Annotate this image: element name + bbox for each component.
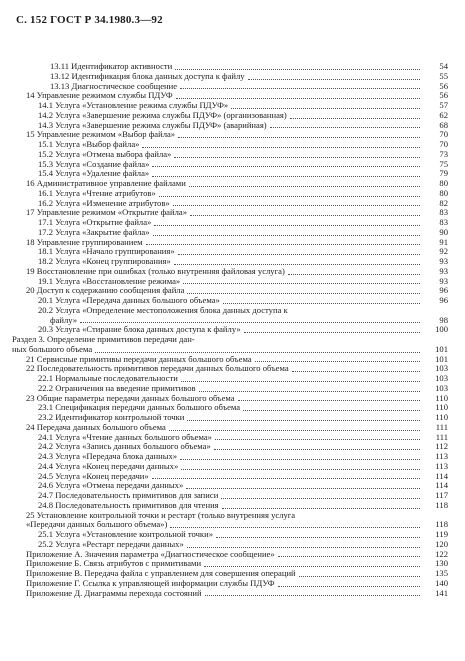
dot-leader — [186, 488, 420, 489]
dot-leader — [183, 283, 420, 284]
toc-page-number: 117 — [435, 490, 448, 500]
toc-entry-title: 15 Управление режимом «Выбор файла» — [26, 130, 176, 140]
toc-page-number: 62 — [439, 109, 448, 120]
toc-entry-title: Приложение Г. Ссылка к управляющей информации службы ПДУФ — [26, 578, 275, 588]
toc-entry — [12, 140, 448, 150]
toc-page-number: 111 — [435, 421, 448, 432]
toc-page-number: 73 — [439, 148, 448, 159]
dot-leader — [142, 147, 420, 148]
toc-entry — [12, 257, 448, 267]
dot-leader — [255, 361, 420, 362]
toc-page-number: 113 — [435, 460, 448, 471]
toc-page-number: 93 — [439, 256, 448, 266]
toc-entry — [12, 179, 448, 189]
dot-leader — [231, 108, 420, 109]
toc-entry-title: 20.1 Услуга «Передача данных большого объема» — [38, 296, 220, 305]
dot-leader — [223, 303, 420, 304]
dot-leader — [174, 157, 420, 158]
toc-entry — [12, 579, 448, 589]
toc-entry-title: 23.2 Идентификатор контрольной точки — [38, 413, 185, 422]
dot-leader — [221, 498, 420, 499]
toc-entry-title: 21 Сервисные примитивы передачи данных большого объема — [26, 354, 252, 364]
toc-entry-title: Приложение В. Передача файла с управлением для совершения операций — [26, 569, 296, 578]
toc-entry — [12, 433, 448, 443]
dot-leader — [178, 254, 420, 255]
dot-leader — [278, 556, 420, 557]
toc-entry — [12, 452, 448, 462]
toc-page-number: 54 — [439, 61, 448, 71]
toc-page-number: 112 — [435, 441, 448, 452]
dot-leader — [169, 430, 420, 431]
toc-entry — [12, 589, 448, 599]
toc-page-number: 98 — [439, 314, 448, 325]
toc-entry-title: 13.12 Идентификация блока данных доступа к файлу — [50, 71, 245, 81]
dot-leader — [152, 166, 420, 167]
toc-page-number: 83 — [439, 207, 448, 218]
toc-entry-title: 15.3 Услуга «Создание файла» — [38, 159, 150, 169]
toc-entry — [12, 325, 448, 335]
dot-leader — [190, 215, 420, 216]
toc-entry-title: 14 Управление режимом службы ПДУФ — [26, 91, 173, 101]
dot-leader — [181, 469, 420, 470]
toc-page-number: 140 — [435, 577, 448, 588]
toc-entry — [12, 62, 448, 72]
toc-entry — [12, 189, 448, 199]
toc-entry-title: 19 Восстановление при ошибках (только внутренняя файловая услуга) — [26, 266, 285, 276]
toc-entry-title: 24.8 Последовательность примитивов для чтения — [38, 500, 219, 510]
dot-leader — [173, 205, 420, 206]
toc-entry — [12, 247, 448, 257]
toc-page-number: 114 — [435, 470, 448, 481]
toc-entry — [12, 374, 448, 384]
toc-page-number: 101 — [435, 343, 448, 354]
dot-leader — [288, 274, 420, 275]
toc-entry-title: 24 Передача данных большого объема — [26, 422, 166, 432]
dot-leader — [180, 459, 420, 460]
toc-entry — [12, 423, 448, 433]
toc-page-number: 114 — [435, 480, 448, 491]
toc-entry-title: 18.1 Услуга «Начало группирования» — [38, 247, 175, 257]
toc-entry — [12, 238, 448, 248]
dot-leader — [153, 235, 421, 236]
dot-leader — [176, 98, 420, 99]
toc-page-number: 100 — [435, 324, 448, 335]
toc-entry-title: 14.2 Услуга «Завершение режима службы ПДУФ» (организованная) — [38, 110, 287, 120]
toc-entry — [12, 394, 448, 404]
toc-entry — [12, 472, 448, 482]
dot-leader — [243, 410, 420, 411]
dot-leader — [238, 400, 420, 401]
toc-entry — [12, 511, 448, 521]
toc-entry-title: 17.1 Услуга «Открытие файла» — [38, 218, 152, 227]
toc-entry — [12, 208, 448, 218]
dot-leader — [187, 293, 420, 294]
toc-entry — [12, 569, 448, 579]
toc-entry-title: 20 Доступ к содержанию сообщения файла — [26, 286, 185, 296]
toc-entry-title: 15.1 Услуга «Выбор файла» — [38, 140, 140, 149]
toc-page-number: 80 — [439, 178, 448, 188]
dot-leader — [214, 449, 420, 450]
toc-entry — [12, 199, 448, 209]
dot-leader — [170, 527, 420, 528]
toc-page-number: 68 — [439, 119, 448, 130]
toc-entry-title: 24.4 Услуга «Конец передачи данных» — [38, 461, 179, 471]
toc-entry — [12, 228, 448, 238]
dot-leader — [278, 586, 420, 587]
toc-entry-title: файлу» — [50, 315, 78, 325]
page-header: С. 152 ГОСТ Р 34.1980.3—92 — [16, 14, 163, 26]
toc-entry-title: 24.1 Услуга «Чтение данных большого объема» — [38, 432, 212, 442]
dot-leader — [199, 391, 420, 392]
toc-entry — [12, 403, 448, 413]
toc-page-number: 120 — [435, 538, 448, 549]
toc-entry — [12, 520, 448, 530]
toc-entry — [12, 101, 448, 111]
toc-entry-title: 13.13 Диагностическое сообщение — [50, 81, 178, 91]
toc-entry — [12, 267, 448, 277]
toc-page-number: 56 — [439, 80, 448, 91]
toc-entry-title: 17.2 Услуга «Закрытие файла» — [38, 227, 150, 237]
toc-entry-title: 16 Административное управление файлами — [26, 179, 186, 188]
dot-leader — [222, 508, 420, 509]
toc-page-number: 79 — [439, 168, 448, 179]
toc-page-number: 111 — [435, 431, 448, 442]
dot-leader — [290, 118, 420, 119]
toc-entry-title: 25 Установление контрольной точки и рестарт (только внутренняя услуга — [26, 510, 296, 520]
toc-page-number: 103 — [435, 382, 448, 393]
toc-entry-title: 24.2 Услуга «Запись данных большого объема» — [38, 442, 211, 452]
dot-leader — [205, 595, 420, 596]
dot-leader — [95, 352, 420, 353]
toc-entry — [12, 306, 448, 316]
toc-page-number: 70 — [439, 129, 448, 140]
toc-entry — [12, 111, 448, 121]
dot-leader — [152, 176, 420, 177]
toc-entry-title: 24.6 Услуга «Отмена передачи данных» — [38, 481, 184, 491]
toc-page-number: 55 — [439, 70, 448, 81]
toc-page-number: 93 — [439, 275, 448, 286]
toc-page-number: 83 — [439, 217, 448, 227]
toc-entry — [12, 316, 448, 326]
toc-entry-title: 25.1 Услуга «Установление контрольной точки» — [38, 530, 214, 539]
toc-page-number: 92 — [439, 246, 448, 257]
toc-entry-title: Приложение Б. Связь атрибутов с примитивами — [26, 559, 202, 569]
toc-entry — [12, 150, 448, 160]
dot-leader — [244, 332, 420, 333]
toc-page-number: 90 — [439, 226, 448, 237]
toc-entry — [12, 559, 448, 569]
toc-entry — [12, 364, 448, 374]
dot-leader — [175, 69, 420, 70]
toc-entry — [12, 530, 448, 540]
toc-page-number: 122 — [435, 548, 448, 559]
toc-page-number: 75 — [439, 158, 448, 169]
toc-entry — [12, 335, 448, 345]
toc-entry — [12, 491, 448, 501]
toc-entry-title: 24.7 Последовательность примитивов для записи — [38, 491, 219, 500]
toc-page-number: 110 — [435, 412, 448, 422]
toc-entry-title: 16.2 Услуга «Изменение атрибутов» — [38, 198, 170, 208]
toc-entry — [12, 121, 448, 131]
toc-page-number: 110 — [435, 392, 448, 403]
dot-leader — [154, 225, 420, 226]
toc-entry-title: 14.1 Услуга «Установление режима службы ПДУФ» — [38, 101, 229, 110]
toc-page-number: 80 — [439, 187, 448, 198]
toc-page-number: 135 — [435, 568, 448, 578]
dot-leader — [178, 137, 420, 138]
toc-entry-title: 25.2 Услуга «Рестарт передачи данных» — [38, 539, 184, 549]
dot-leader — [152, 478, 420, 479]
toc-entry-title: 22.2 Ограничения на введение примитивов — [38, 383, 196, 393]
toc-entry — [12, 286, 448, 296]
toc-entry-title: 18.2 Услуга «Конец группирования» — [38, 257, 171, 266]
toc-entry — [12, 169, 448, 179]
toc-page-number: 103 — [435, 373, 448, 383]
dot-leader — [299, 576, 420, 577]
toc-page-number: 101 — [435, 353, 448, 364]
toc-entry-title: 17 Управление режимом «Открытие файла» — [26, 208, 187, 218]
table-of-contents — [12, 62, 448, 598]
dot-leader — [204, 566, 420, 567]
toc-entry-title: 23.1 Спецификация передачи данных большого объема — [38, 403, 241, 413]
toc-entry-title: 16.1 Услуга «Чтение атрибутов» — [38, 188, 156, 198]
dot-leader — [216, 537, 420, 538]
toc-entry-title: 20.3 Услуга «Стирание блока данных доступа к файлу» — [38, 325, 241, 335]
toc-entry-title: 13.11 Идентификатор активности — [50, 62, 173, 71]
toc-entry-title: ных большого объема — [12, 344, 93, 354]
toc-page-number: 119 — [435, 529, 448, 539]
dot-leader — [187, 420, 420, 421]
toc-entry — [12, 481, 448, 491]
toc-page-number: 118 — [435, 499, 448, 510]
toc-page-number: 91 — [439, 236, 448, 247]
toc-entry-title: 24.3 Услуга «Передача блока данных» — [38, 452, 178, 461]
toc-entry — [12, 413, 448, 423]
toc-page-number: 57 — [439, 100, 448, 110]
toc-entry — [12, 91, 448, 101]
dot-leader — [174, 264, 420, 265]
toc-entry-title: 22 Последовательность примитивов передачи данных большого объема — [26, 364, 289, 374]
toc-page-number: 70 — [439, 139, 448, 149]
dot-leader — [146, 244, 420, 245]
toc-entry-title: 23 Общие параметры передачи данных большого объема — [26, 393, 235, 403]
toc-entry — [12, 72, 448, 82]
toc-entry-title: 15.2 Услуга «Отмена выбора файла» — [38, 149, 172, 159]
toc-entry — [12, 345, 448, 355]
toc-page-number: 103 — [435, 363, 448, 374]
dot-leader — [270, 127, 420, 128]
dot-leader — [187, 547, 420, 548]
toc-entry-title: Приложение А. Значения параметра «Диагностическое сообщение» — [26, 549, 275, 559]
toc-entry — [12, 82, 448, 92]
toc-entry-title: 18 Управление группированием — [26, 237, 143, 247]
dot-leader — [181, 381, 420, 382]
toc-page-number: 110 — [435, 402, 448, 413]
toc-entry — [12, 130, 448, 140]
toc-page-number: 96 — [439, 295, 448, 305]
dot-leader — [292, 371, 420, 372]
toc-page-number: 130 — [435, 558, 448, 569]
dot-leader — [80, 322, 420, 323]
toc-entry — [12, 296, 448, 306]
toc-entry — [12, 550, 448, 560]
toc-page-number: 56 — [439, 90, 448, 101]
toc-entry — [12, 277, 448, 287]
toc-page-number: 118 — [435, 519, 448, 530]
toc-entry — [12, 442, 448, 452]
toc-entry — [12, 355, 448, 365]
toc-entry-title: 22.1 Нормальные последовательности — [38, 374, 178, 383]
toc-page-number: 93 — [439, 265, 448, 276]
toc-entry-title: Приложение Д. Диаграммы перехода состояний — [26, 588, 202, 598]
toc-entry — [12, 501, 448, 511]
toc-entry-title: 19.1 Услуга «Восстановление режима» — [38, 276, 181, 286]
dot-leader — [215, 439, 420, 440]
toc-entry — [12, 540, 448, 550]
toc-entry-title: 15.4 Услуга «Удаление файла» — [38, 169, 150, 179]
toc-entry — [12, 160, 448, 170]
dot-leader — [248, 79, 420, 80]
toc-entry-title: Раздел 3. Определение примитивов передачи дан- — [12, 335, 195, 344]
toc-entry-title: «Передачи данных большого объема») — [26, 520, 168, 530]
toc-page-number: 113 — [435, 451, 448, 461]
toc-page-number: 82 — [439, 197, 448, 208]
toc-page-number: 96 — [439, 285, 448, 296]
dot-leader — [189, 186, 420, 187]
toc-entry-title: 24.5 Услуга «Конец передачи» — [38, 471, 149, 481]
toc-page-number: 141 — [435, 587, 448, 598]
toc-entry-title: 14.3 Услуга «Завершение режима службы ПДУФ» (аварийная) — [38, 120, 267, 130]
toc-entry — [12, 384, 448, 394]
toc-entry — [12, 462, 448, 472]
toc-entry-title: 20.2 Услуга «Определение местоположения блока данных доступа к — [38, 305, 288, 315]
dot-leader — [159, 196, 420, 197]
dot-leader — [180, 88, 420, 89]
toc-entry — [12, 218, 448, 228]
